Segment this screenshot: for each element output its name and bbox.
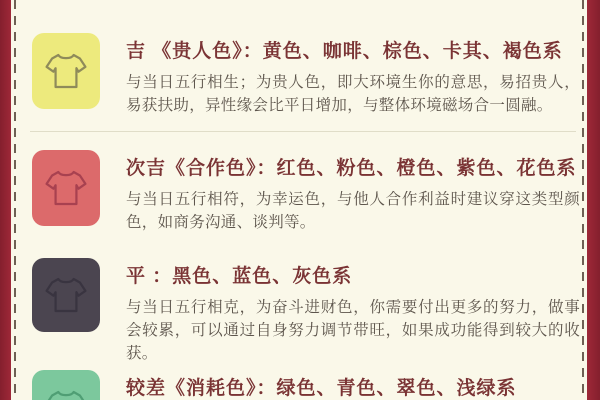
fortune-row-auspicious	[32, 33, 580, 117]
icon-tile-green	[32, 370, 100, 400]
right-red-border	[587, 0, 600, 400]
row-title: 次吉《合作色》：红色、粉色、橙色、紫色、花色系	[126, 158, 577, 179]
row-separator	[30, 131, 576, 132]
row-text	[126, 258, 580, 365]
fortune-row-neutral	[32, 258, 580, 365]
row-title: 平 ：黑色、蓝色、灰色系	[126, 266, 353, 287]
row-text	[126, 150, 580, 234]
tshirt-icon	[41, 269, 91, 321]
tshirt-icon	[41, 162, 91, 214]
row-description: 与当日五行相生；为贵人色，即大环境生你的意思，易招贵人，易获扶助，异性缘会比平日增加，与整体环境磁场合一圆融。	[126, 74, 580, 114]
row-description: 与当日五行相符，为幸运色，与他人合作利益时建议穿这类型颜色，如商务沟通、谈判等。	[126, 191, 580, 231]
icon-tile-dark	[32, 258, 100, 332]
left-dashed-line	[14, 0, 16, 400]
row-text	[126, 370, 580, 400]
icon-tile-yellow	[32, 33, 100, 109]
row-text	[126, 33, 580, 117]
row-title: 较差《消耗色》：绿色、青色、翠色、浅绿系	[126, 378, 517, 399]
tshirt-icon	[41, 382, 91, 400]
tshirt-icon	[41, 45, 91, 97]
fortune-row-second-auspicious	[32, 150, 580, 234]
row-title: 吉 《贵人色》：黄色、咖啡、棕色、卡其、褐色系	[126, 41, 563, 62]
icon-tile-red	[32, 150, 100, 226]
right-dashed-line	[582, 0, 584, 400]
left-red-border	[0, 0, 11, 400]
fortune-row-poor	[32, 370, 580, 400]
row-description: 与当日五行相克，为奋斗进财色，你需要付出更多的努力，做事会较累，可以通过自身努力调节带旺，如果成功能得到较大的收获。	[126, 299, 580, 362]
